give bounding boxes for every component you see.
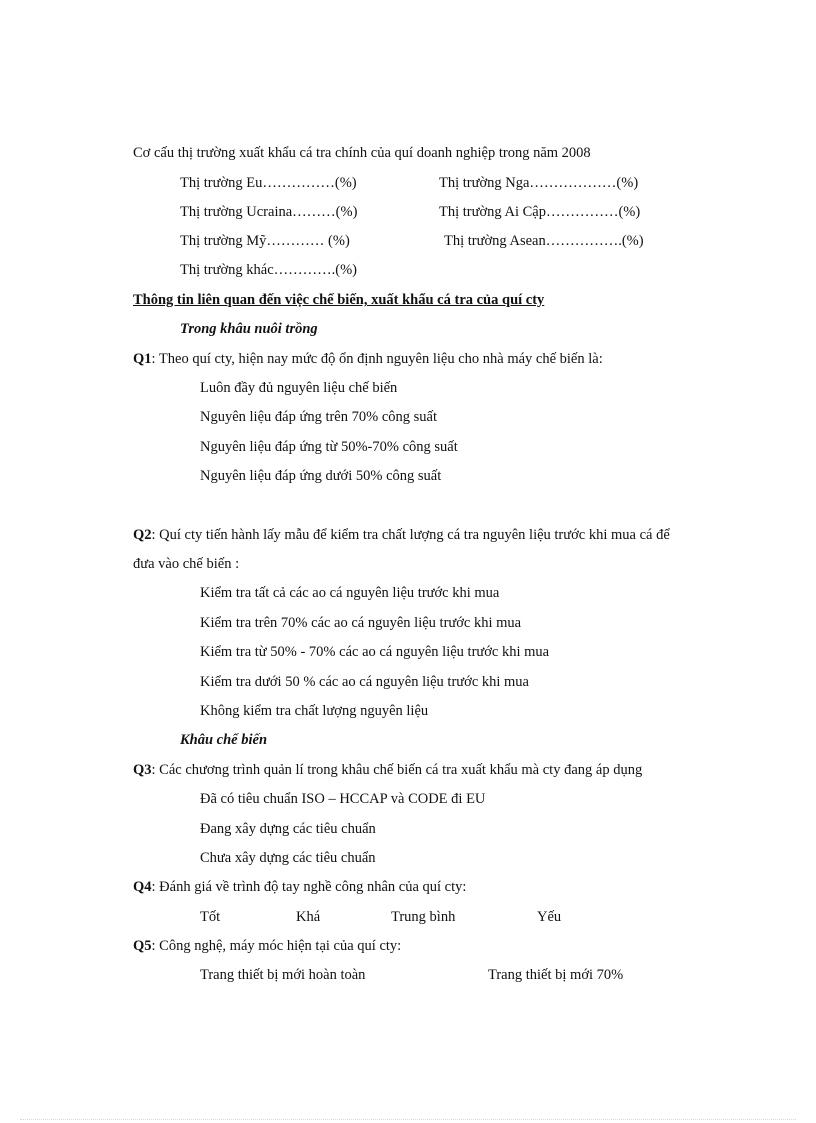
q2-option: Không kiểm tra chất lượng nguyên liệu (200, 703, 429, 719)
question-text: : Các chương trình quản lí trong khâu chế biến cá tra xuất khẩu mà cty đang áp dụng (151, 762, 643, 778)
q1-option: Nguyên liệu đáp ứng trên 70% công suất (200, 409, 437, 425)
intro-text: Cơ cấu thị trường xuất khẩu cá tra chính của quí doanh nghiệp trong năm 2008 (133, 145, 591, 161)
market-aicap: Thị trường Ai Cập……………(%) (439, 204, 641, 220)
market-nga: Thị trường Nga………………(%) (439, 175, 639, 191)
q4-option: Yếu (537, 909, 562, 925)
question-q2-cont: đưa vào chế biến : (133, 556, 240, 572)
question-text: : Đánh giá về trình độ tay nghề công nhân của quí cty: (151, 879, 467, 895)
q5-option: Trang thiết bị mới 70% (488, 967, 624, 983)
question-label: Q3 (133, 762, 152, 778)
q1-option: Luôn đầy đủ nguyên liệu chế biến (200, 380, 398, 396)
q1-option: Nguyên liệu đáp ứng từ 50%-70% công suất (200, 439, 458, 455)
q4-option: Khá (296, 909, 321, 925)
q2-option: Kiểm tra từ 50% - 70% các ao cá nguyên liệu trước khi mua (200, 644, 550, 660)
q2-option: Kiểm tra tất cả các ao cá nguyên liệu trước khi mua (200, 585, 500, 601)
question-label: Q2 (133, 527, 152, 543)
q1-option: Nguyên liệu đáp ứng dưới 50% công suất (200, 468, 442, 484)
market-my: Thị trường Mỹ………… (%) (180, 233, 350, 249)
question-q2 (133, 526, 670, 544)
question-q1 (133, 350, 603, 368)
question-label: Q4 (133, 879, 152, 895)
section-title: Thông tin liên quan đến việc chế biến, xuất khẩu cá tra của quí cty (133, 292, 545, 308)
question-text: : Theo quí cty, hiện nay mức độ ổn định nguyên liệu cho nhà máy chế biến là: (151, 351, 603, 367)
q2-option: Kiểm tra dưới 50 % các ao cá nguyên liệu trước khi mua (200, 674, 529, 690)
question-label: Q5 (133, 938, 152, 954)
market-eu: Thị trường Eu……………(%) (180, 175, 357, 191)
question-q5 (133, 937, 401, 955)
q4-option: Trung bình (391, 909, 456, 925)
subheading-che-bien: Khâu chế biến (180, 732, 268, 748)
question-text: : Công nghệ, máy móc hiện tại của quí cty: (151, 938, 402, 954)
subheading-nuoi-trong: Trong khâu nuôi trồng (180, 321, 318, 337)
q3-option: Chưa xây dựng các tiêu chuẩn (200, 850, 376, 866)
question-q3 (133, 761, 642, 779)
q3-option: Đang xây dựng các tiêu chuẩn (200, 821, 376, 837)
q3-option: Đã có tiêu chuẩn ISO – HCCAP và CODE đi EU (200, 791, 486, 807)
q4-option: Tốt (200, 909, 221, 925)
question-label: Q1 (133, 351, 152, 367)
question-text: : Quí cty tiến hành lấy mẫu để kiểm tra chất lượng cá tra nguyên liệu trước khi mua cá để (151, 527, 670, 543)
market-khac: Thị trường khác………….(%) (180, 262, 358, 278)
market-ucraina: Thị trường Ucraina………(%) (180, 204, 358, 220)
question-q4 (133, 878, 466, 896)
page-bottom-divider (20, 1119, 796, 1120)
q5-option: Trang thiết bị mới hoàn toàn (200, 967, 366, 983)
q2-option: Kiểm tra trên 70% các ao cá nguyên liệu trước khi mua (200, 615, 522, 631)
market-asean: Thị trường Asean…………….(%) (444, 233, 644, 249)
